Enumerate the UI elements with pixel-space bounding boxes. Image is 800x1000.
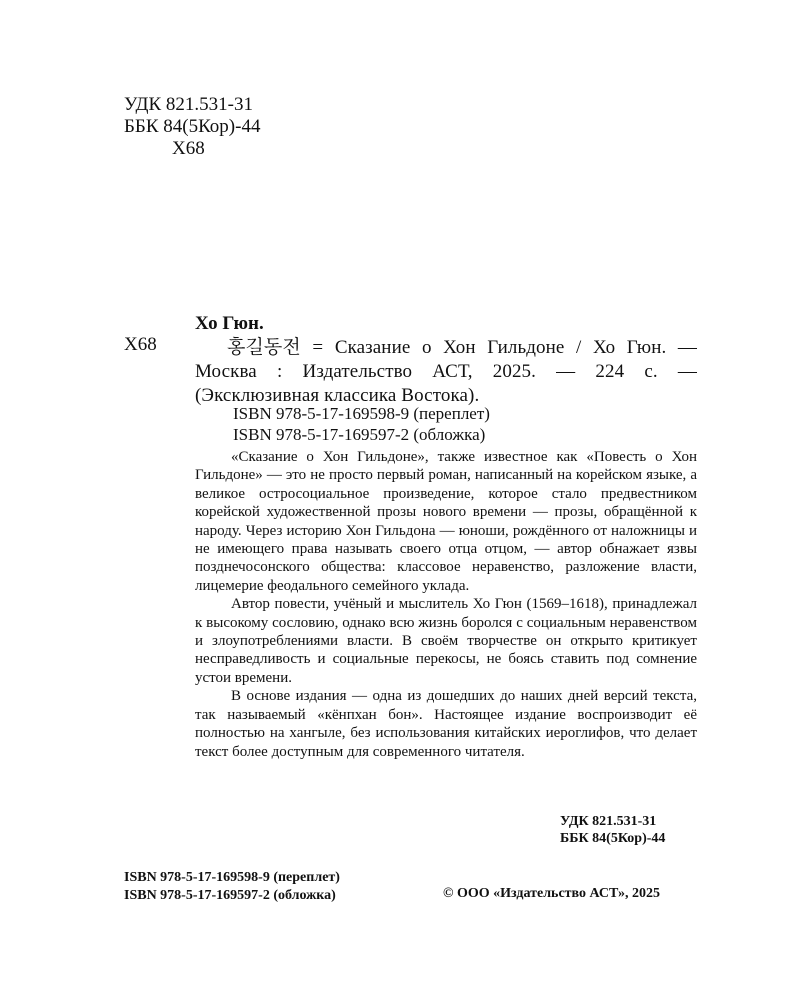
isbn-paperback: ISBN 978-5-17-169597-2 (обложка) bbox=[233, 425, 486, 444]
udk-code-bottom: УДК 821.531-31 bbox=[560, 814, 657, 829]
copyright-notice: © ООО «Издательство АСТ», 2025 bbox=[443, 886, 661, 901]
footer-isbn-block bbox=[124, 869, 340, 905]
bibliographic-description: 홍길동전 = Сказание о Хон Гильдоне / Хо Гюн. — Москва : Издательство АСТ, 2025. — 224 с. — (Эксклюзивная классика Востока). bbox=[195, 337, 697, 406]
bibliographic-entry bbox=[195, 312, 697, 408]
isbn-block bbox=[233, 403, 490, 445]
udk-code: УДК 821.531-31 bbox=[124, 94, 253, 115]
footer-isbn-hardcover: ISBN 978-5-17-169598-9 (переплет) bbox=[124, 870, 340, 885]
bbk-code: ББК 84(5Кор)-44 bbox=[124, 116, 261, 137]
bbk-code-bottom: ББК 84(5Кор)-44 bbox=[560, 831, 666, 846]
annotation bbox=[195, 448, 697, 761]
side-author-mark: Х68 bbox=[124, 334, 157, 355]
classification-codes-bottom bbox=[560, 813, 665, 847]
classification-codes-top bbox=[124, 94, 260, 160]
author-mark: Х68 bbox=[172, 138, 205, 159]
annotation-paragraph: «Сказание о Хон Гильдоне», также известное как «Повесть о Хон Гильдоне» — это не просто первый роман, написанный на корейском языке, а великое остросоциальное произведение, которое стало предвестником корейской художественной прозы нового времени — прозы, обращённой к народу. Через историю Хон Гильдона — юноши, рождённого от наложницы и не имеющего права называть своего отца отцом, — автор обнажает язвы позднечосонского общества: классовое неравенство, разложение власти, лицемерие феодального семейного уклада. bbox=[195, 449, 697, 594]
isbn-hardcover: ISBN 978-5-17-169598-9 (переплет) bbox=[233, 404, 490, 423]
footer-isbn-paperback: ISBN 978-5-17-169597-2 (обложка) bbox=[124, 888, 336, 903]
annotation-paragraph: Автор повести, учёный и мыслитель Хо Гюн (1569–1618), принадлежал к высокому сословию, однако всю жизнь боролся с социальным неравенством и злоупотреблениями власти. В своём творчестве он открыто критикует несправедливость и социальные перекосы, не боясь ставить под сомнение устои времени. bbox=[195, 596, 697, 686]
annotation-paragraph: В основе издания — одна из дошедших до наших дней версий текста, так называемый «кёнпхан бон». Настоящее издание воспроизводит её полностью на хангыле, без использования китайских иероглифов, что делает текст более доступным для современного читателя. bbox=[195, 688, 697, 760]
author-name: Хо Гюн. bbox=[195, 313, 264, 334]
